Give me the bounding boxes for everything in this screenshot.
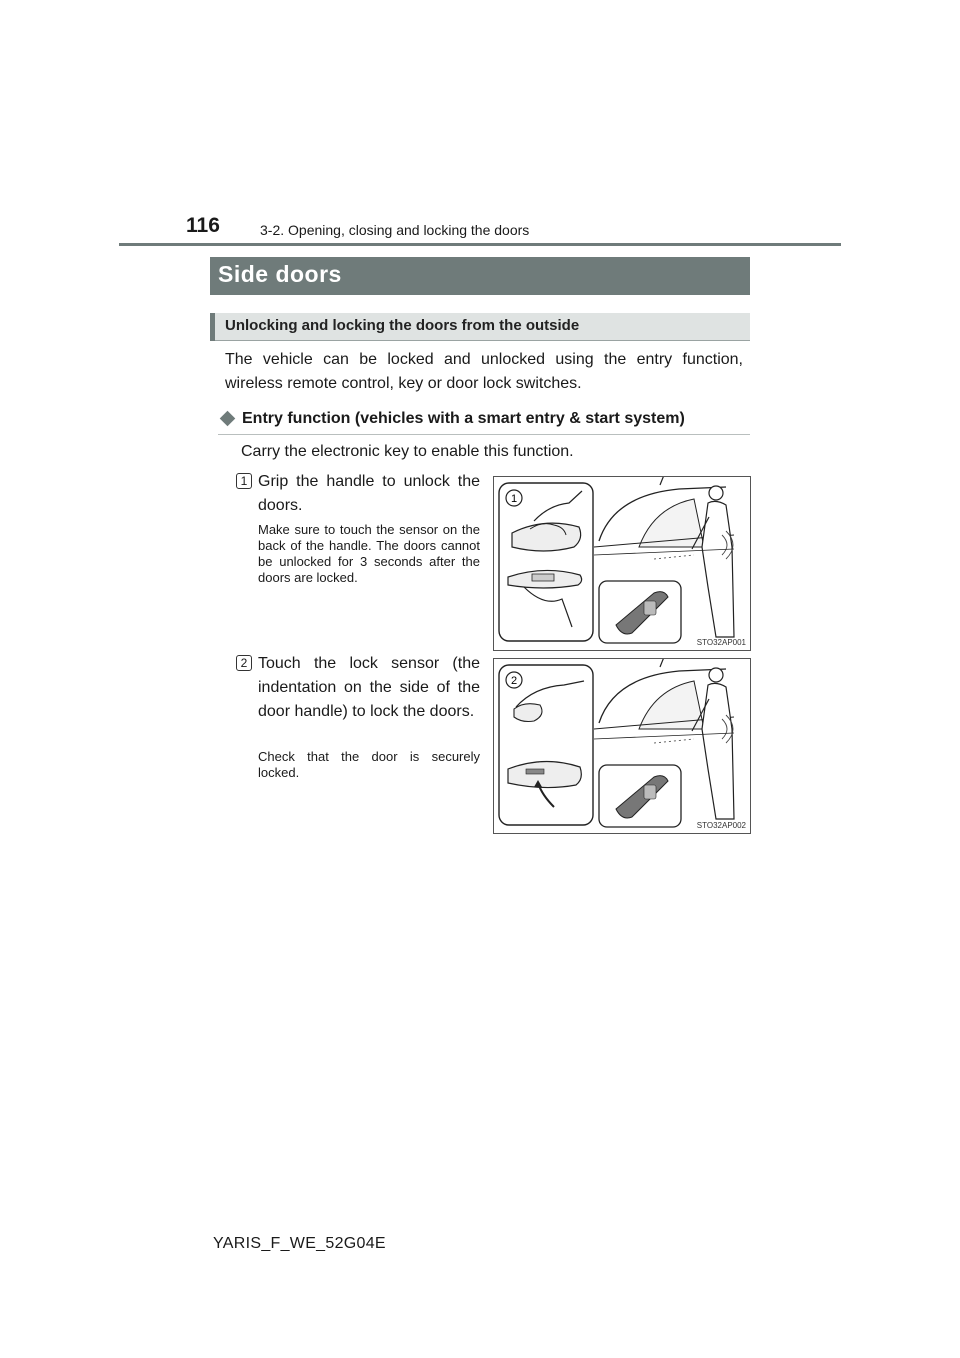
intro-paragraph: The vehicle can be locked and unlocked using the entry function, wireless remote control, key or door lock switches. (225, 351, 743, 392)
diamond-bullet-icon (220, 411, 236, 427)
step-number-badge: 1 (236, 473, 252, 489)
section-heading-bar (210, 257, 750, 295)
feature-rule (218, 434, 750, 435)
step-number-badge: 2 (236, 655, 252, 671)
chapter-title: 3-2. Opening, closing and locking the doors (260, 222, 530, 238)
illustration-unlock (493, 476, 751, 651)
page-number: 116 (186, 214, 220, 237)
unlock-illustration-icon (494, 477, 750, 650)
lock-illustration-icon (494, 659, 750, 833)
illustration-lock (493, 658, 751, 834)
subsection-accent (210, 313, 215, 341)
step-note: Check that the door is securely locked. (258, 749, 480, 780)
subsection-heading-bar (210, 313, 750, 341)
header-rule (119, 243, 841, 246)
feature-title: Entry function (vehicles with a smart entry & start system) (242, 410, 685, 427)
step-text: Touch the lock sensor (the indentation on the side of the door handle) to lock the doors. (258, 655, 480, 720)
svg-text:1: 1 (510, 493, 518, 505)
subsection-title: Unlocking and locking the doors from the outside (225, 317, 580, 334)
figure-code: STO32AP001 (696, 638, 746, 647)
figure-code: STO32AP002 (696, 821, 746, 830)
section-title: Side doors (218, 261, 342, 287)
step-note: Make sure to touch the sensor on the back of the handle. The doors cannot be unlocked for 3 seconds after the doors are locked. (258, 522, 480, 585)
footer-code: YARIS_F_WE_52G04E (213, 1235, 386, 1252)
svg-text:2: 2 (510, 675, 518, 687)
step-text: Grip the handle to unlock the doors. (258, 473, 480, 514)
feature-description: Carry the electronic key to enable this function. (241, 443, 574, 460)
